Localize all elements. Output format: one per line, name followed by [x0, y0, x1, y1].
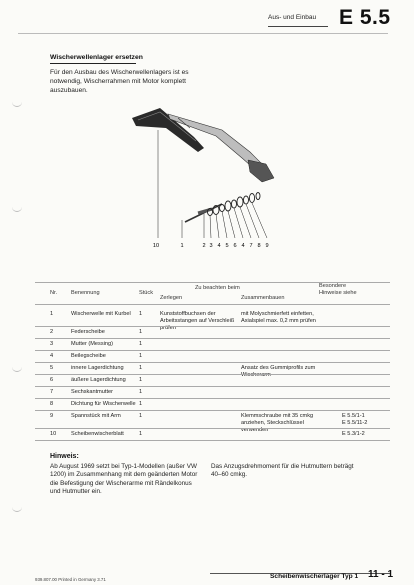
cell-nr: 6	[50, 377, 54, 383]
cell-nr: 5	[50, 365, 54, 371]
cell-benennung: Spannstück mit Arm	[71, 413, 121, 419]
binder-mark	[12, 205, 22, 212]
col-header-besonderes: Besondere Hinweise siehe	[319, 283, 357, 296]
cell-hinweis: E 5.3/1-2	[342, 431, 365, 437]
print-code: 939.807.00 Printed in Germany 3.71	[35, 577, 106, 582]
cell-stueck: 1	[139, 311, 143, 317]
cell-stueck: 1	[139, 365, 143, 371]
binder-mark	[12, 100, 22, 107]
cell-nr: 3	[50, 341, 54, 347]
table-row	[35, 338, 390, 350]
table-row	[35, 428, 390, 440]
cell-stueck: 1	[139, 431, 143, 437]
cell-zusammenbauen: mit Molyschmierfett einfetten, Axialspiel max. 0,2 mm prüfen	[241, 311, 316, 324]
figure-label: 4	[241, 243, 245, 249]
leader-lines	[158, 130, 267, 238]
col-header-zusammenbauen: Zusammenbauen	[241, 295, 285, 301]
col-header-zerlegen: Zerlegen	[160, 295, 183, 301]
washer-rings-drawing	[208, 193, 261, 216]
cell-zusammenbauen: Klemmschraube mit 35 cmkg anziehen, Steckschlüssel verwenden	[241, 413, 314, 433]
wiper-arm-drawing	[168, 114, 274, 182]
col-header-benennung: Benennung	[71, 290, 100, 296]
table-row	[35, 350, 390, 362]
figure-label: 8	[257, 243, 261, 249]
title-underline	[50, 63, 136, 64]
table-row	[35, 374, 390, 386]
cell-nr: 1	[50, 311, 54, 317]
cell-benennung: innere Lagerdichtung	[71, 365, 124, 371]
col-header-zu-beachten: Zu beachten beim	[195, 285, 240, 291]
cell-stueck: 1	[139, 389, 143, 395]
cell-zusammenbauen: Ansatz des Gummiprofils zum Wischerarm	[241, 365, 316, 378]
cell-nr: 4	[50, 353, 54, 359]
cell-nr: 2	[50, 329, 54, 335]
cell-benennung: äußere Lagerdichtung	[71, 377, 126, 383]
note-title: Hinweis:	[50, 453, 79, 460]
table-row	[35, 410, 390, 433]
header-rule	[268, 26, 328, 27]
table-row	[35, 308, 390, 331]
cell-benennung: Mutter (Messing)	[71, 341, 113, 347]
cell-benennung: Beilegscheibe	[71, 353, 106, 359]
note-left-text: Ab August 1969 setzt bei Typ-1-Modellen (außer VW 1200) im Zusammenhang mit dem geänderten Motor die Befestigung der Wischerarme mit Rändelkonus und Hutmutter ein.	[50, 463, 198, 495]
figure-label: 6	[233, 243, 237, 249]
cell-benennung: Federscheibe	[71, 329, 105, 335]
table-row	[35, 398, 390, 410]
cell-stueck: 1	[139, 341, 143, 347]
figure-label: 1	[180, 243, 184, 249]
header-section-label: Aus- und Einbau	[268, 14, 317, 21]
cell-nr: 10	[50, 431, 57, 437]
figure-label: 2	[202, 243, 206, 249]
intro-text: Für den Ausbau des Wischerwellenlagers ist es notwendig, Wischerrahmen mit Motor komplett auszubauen.	[50, 69, 189, 95]
section-code: E 5.5	[339, 6, 391, 29]
table-row	[35, 386, 390, 398]
figure-label: 5	[225, 243, 229, 249]
procedure-title: Wischerwellenlager ersetzen	[50, 54, 143, 61]
col-header-nr: Nr.	[50, 290, 58, 296]
cell-nr: 7	[50, 389, 54, 395]
cell-stueck: 1	[139, 377, 143, 383]
page-number: 11 - 1	[368, 569, 394, 580]
wiper-exploded-drawing	[130, 100, 300, 255]
table-rule	[35, 304, 390, 305]
cell-stueck: 1	[139, 413, 143, 419]
table-row	[35, 326, 390, 338]
cell-hinweis: E 5.5/1-1 E 5.5/11-2	[342, 413, 368, 426]
figure-label: 4	[217, 243, 221, 249]
cell-benennung: Wischerwelle mit Kurbel	[71, 311, 131, 317]
cell-stueck: 1	[139, 401, 143, 407]
cell-zerlegen: Kunststoffbuchsen der Arbeitsstangen auf Verschleiß prüfen	[160, 311, 235, 331]
figure-label: 10	[152, 243, 160, 249]
col-header-stueck: Stück	[139, 290, 153, 296]
figure-label: 9	[265, 243, 269, 249]
cell-stueck: 1	[139, 353, 143, 359]
binder-mark	[12, 505, 22, 512]
table-row	[35, 362, 390, 378]
binder-mark	[12, 365, 22, 372]
footer-title: Scheibenwischerlager Typ 1	[270, 573, 359, 580]
top-divider	[18, 33, 388, 34]
cell-benennung: Scheibenwischerblatt	[71, 431, 124, 437]
figure-label: 3	[209, 243, 213, 249]
note-right-text: Das Anzugsdrehmoment für die Hutmuttern beträgt 40–60 cmkg.	[211, 463, 354, 479]
cell-nr: 9	[50, 413, 54, 419]
figure-label: 7	[249, 243, 253, 249]
table-rule	[35, 440, 390, 441]
cell-benennung: Sechskantmutter	[71, 389, 113, 395]
cell-nr: 8	[50, 401, 54, 407]
cell-benennung: Dichtung für Wischerwelle	[71, 401, 136, 407]
cell-stueck: 1	[139, 329, 143, 335]
